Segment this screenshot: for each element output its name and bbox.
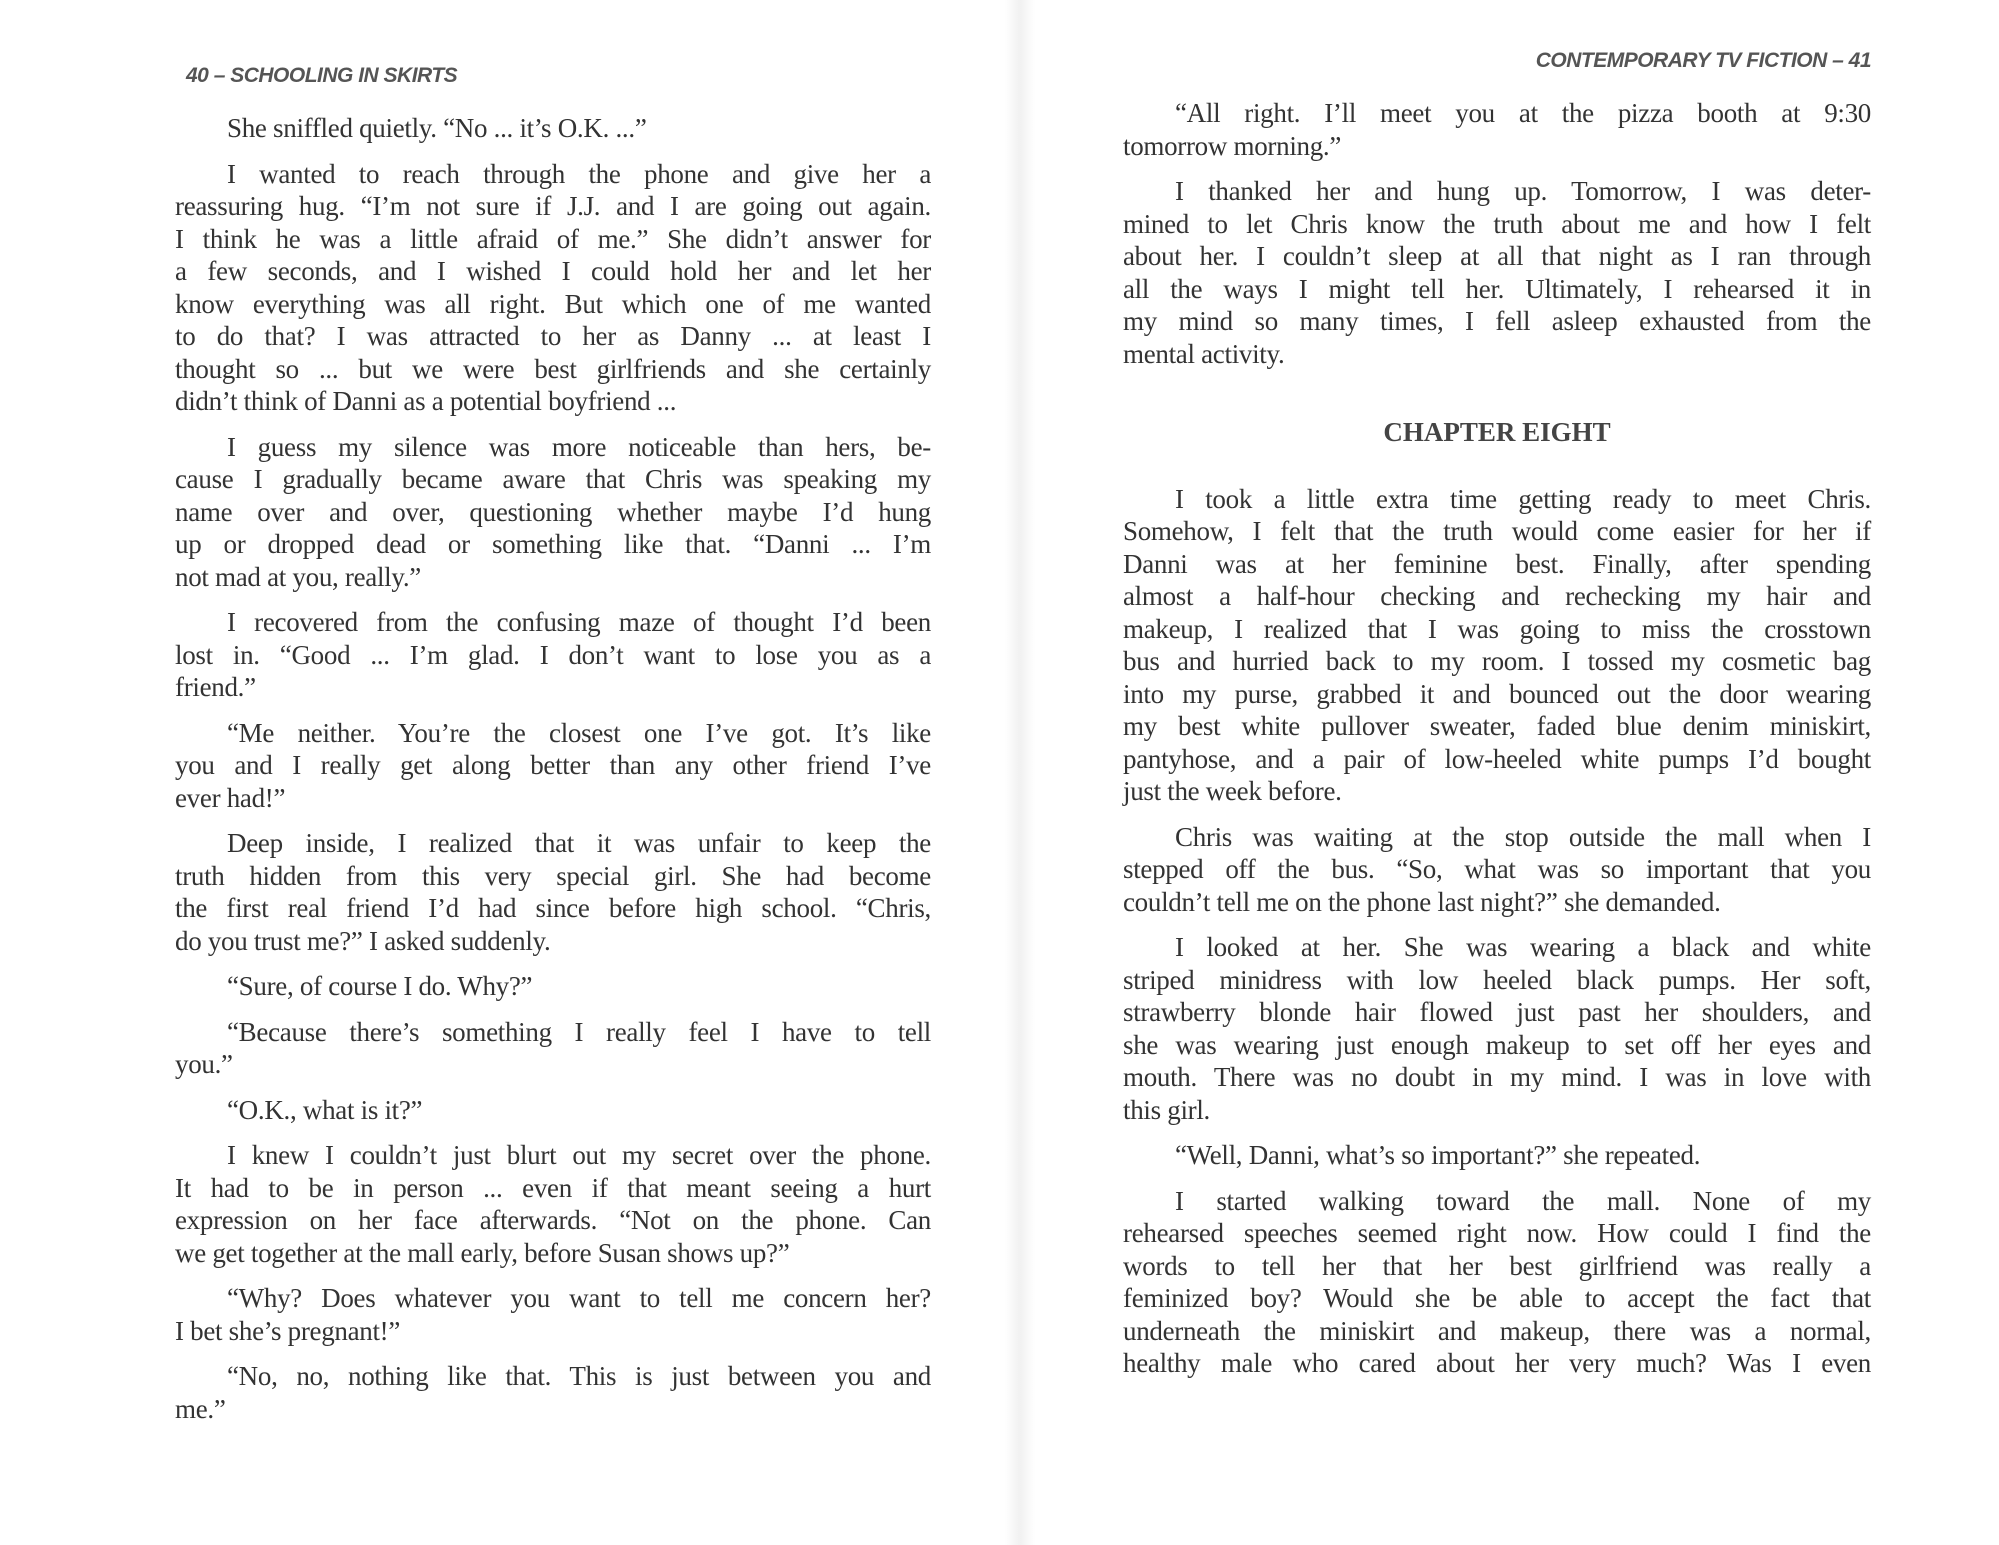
paragraph xyxy=(175,717,931,815)
text-line: tomorrow morning.” xyxy=(1123,130,1342,161)
text-line: strawberry blonde hair flowed just past her shoulders, and xyxy=(1123,997,1871,1027)
text-line: “O.K., what is it?” xyxy=(227,1094,423,1125)
text-line: “No, no, nothing like that. This is just between you and xyxy=(227,1361,931,1391)
text-line: thought so ... but we were best girlfriends and she certainly xyxy=(175,353,931,384)
text-line: mouth. There was no doubt in my mind. I was in love with xyxy=(1123,1062,1871,1092)
paragraph xyxy=(175,970,931,1003)
text-line: mental activity. xyxy=(1123,338,1285,369)
text-line: Somehow, I felt that the truth would come easier for her if xyxy=(1123,516,1871,546)
text-line: do you trust me?” I asked suddenly. xyxy=(175,925,551,956)
text-line: “Because there’s something I really feel I have to tell xyxy=(227,1016,931,1047)
paragraph xyxy=(1123,931,1871,1126)
book-gutter xyxy=(1005,0,1035,1545)
text-line: I recovered from the confusing maze of thought I’d been xyxy=(227,607,931,637)
paragraph xyxy=(175,827,931,957)
text-line: “Well, Danni, what’s so important?” she repeated. xyxy=(1175,1140,1701,1170)
right-running-header: CONTEMPORARY TV FICTION – 41 xyxy=(1535,49,1871,72)
text-line: I looked at her. She was wearing a black and white xyxy=(1175,932,1871,962)
text-line: Chris was waiting at the stop outside the mall when I xyxy=(1175,821,1871,852)
paragraph xyxy=(175,1139,931,1269)
text-line: makeup, I realized that I was going to miss the crosstown xyxy=(1123,613,1871,644)
text-line: I knew I couldn’t just blurt out my secret over the phone. xyxy=(227,1140,931,1170)
text-line: just the week before. xyxy=(1123,776,1342,806)
paragraph xyxy=(175,431,931,594)
right-page-body xyxy=(1123,97,1871,1393)
text-line: I guess my silence was more noticeable than hers, be- xyxy=(227,431,931,462)
text-line: Deep inside, I realized that it was unfair to keep the xyxy=(227,828,931,858)
text-line: It had to be in person ... even if that meant seeing a hurt xyxy=(175,1172,931,1203)
text-line: words to tell her that her best girlfriend was really a xyxy=(1123,1250,1871,1281)
text-line: to do that? I was attracted to her as Danny ... at least I xyxy=(175,321,931,351)
text-line: “Sure, of course I do. Why?” xyxy=(227,971,533,1001)
text-line: my mind so many times, I fell asleep exhausted from the xyxy=(1123,306,1871,336)
text-line: pantyhose, and a pair of low-heeled white pumps I’d bought xyxy=(1123,743,1871,774)
paragraph xyxy=(1123,483,1871,808)
text-line: healthy male who cared about her very much? Was I even xyxy=(1123,1348,1871,1378)
paragraph xyxy=(175,1282,931,1347)
paragraph xyxy=(175,1016,931,1081)
text-line: “All right. I’ll meet you at the pizza booth at 9:30 xyxy=(1175,98,1871,128)
paragraph xyxy=(1123,1139,1871,1172)
text-line: I thanked her and hung up. Tomorrow, I was deter- xyxy=(1175,176,1871,206)
text-line: not mad at you, really.” xyxy=(175,561,421,592)
text-line: I think he was a little afraid of me.” She didn’t answer for xyxy=(175,223,931,254)
left-running-header: 40 – SCHOOLING IN SKIRTS xyxy=(186,64,458,87)
text-line: lost in. “Good ... I’m glad. I don’t want to lose you as a xyxy=(175,639,931,670)
text-line: reassuring hug. “I’m not sure if J.J. and I are going out again. xyxy=(175,191,931,221)
text-line: friend.” xyxy=(175,672,256,702)
text-line: about her. I couldn’t sleep at all that night as I ran through xyxy=(1123,241,1871,271)
paragraph xyxy=(175,606,931,704)
text-line: truth hidden from this very special girl. She had become xyxy=(175,860,931,891)
text-line: feminized boy? Would she be able to accept the fact that xyxy=(1123,1283,1871,1313)
paragraph xyxy=(1123,97,1871,162)
text-line: this girl. xyxy=(1123,1094,1211,1125)
text-line: I took a little extra time getting ready to meet Chris. xyxy=(1175,483,1871,514)
text-line: a few seconds, and I wished I could hold her and let her xyxy=(175,256,931,286)
text-line: “Me neither. You’re the closest one I’ve got. It’s like xyxy=(227,717,931,748)
paragraph xyxy=(175,1360,931,1425)
text-line: my best white pullover sweater, faded blue denim miniskirt, xyxy=(1123,711,1871,741)
text-line: you.” xyxy=(175,1049,233,1079)
paragraph xyxy=(175,112,931,145)
text-line: didn’t think of Danni as a potential boyfriend ... xyxy=(175,386,677,416)
text-line: the first real friend I’d had since before high school. “Chris, xyxy=(175,893,931,923)
text-line: know everything was all right. But which one of me wanted xyxy=(175,288,931,319)
text-line: name over and over, questioning whether maybe I’d hung xyxy=(175,496,931,527)
paragraph xyxy=(175,1094,931,1127)
text-line: I bet she’s pregnant!” xyxy=(175,1315,401,1346)
text-line: cause I gradually became aware that Chris was speaking my xyxy=(175,464,931,494)
left-page-body xyxy=(175,112,931,1438)
text-line: stepped off the bus. “So, what was so important that you xyxy=(1123,854,1871,884)
text-line: “Why? Does whatever you want to tell me concern her? xyxy=(227,1283,931,1313)
text-line: all the ways I might tell her. Ultimately, I rehearsed it in xyxy=(1123,273,1871,304)
text-line: me.” xyxy=(175,1393,226,1424)
text-line: almost a half-hour checking and rechecking my hair and xyxy=(1123,581,1871,611)
text-line: I wanted to reach through the phone and give her a xyxy=(227,158,931,189)
text-line: She sniffled quietly. “No ... it’s O.K. ...” xyxy=(227,113,647,143)
text-line: you and I really get along better than any other friend I’ve xyxy=(175,750,931,780)
paragraph xyxy=(1123,821,1871,919)
paragraph xyxy=(175,158,931,418)
text-line: expression on her face afterwards. “Not on the phone. Can xyxy=(175,1205,931,1235)
paragraph xyxy=(1123,1185,1871,1380)
text-line: ever had!” xyxy=(175,782,286,813)
chapter-heading: CHAPTER EIGHT xyxy=(1383,417,1611,447)
text-line: couldn’t tell me on the phone last night?” she demanded. xyxy=(1123,886,1721,917)
text-line: bus and hurried back to my room. I tossed my cosmetic bag xyxy=(1123,646,1871,676)
text-line: underneath the miniskirt and makeup, there was a normal, xyxy=(1123,1315,1871,1346)
text-line: mined to let Chris know the truth about me and how I felt xyxy=(1123,208,1871,239)
text-line: I started walking toward the mall. None of my xyxy=(1175,1185,1871,1216)
paragraph xyxy=(1123,175,1871,370)
text-line: she was wearing just enough makeup to set off her eyes and xyxy=(1123,1029,1871,1060)
text-line: up or dropped dead or something like that. “Danni ... I’m xyxy=(175,529,931,559)
text-line: striped minidress with low heeled black pumps. Her soft, xyxy=(1123,964,1871,995)
text-line: we get together at the mall early, before Susan shows up?” xyxy=(175,1237,790,1268)
text-line: Danni was at her feminine best. Finally, after spending xyxy=(1123,548,1871,579)
text-line: rehearsed speeches seemed right now. How could I find the xyxy=(1123,1218,1871,1248)
text-line: into my purse, grabbed it and bounced out the door wearing xyxy=(1123,678,1871,709)
